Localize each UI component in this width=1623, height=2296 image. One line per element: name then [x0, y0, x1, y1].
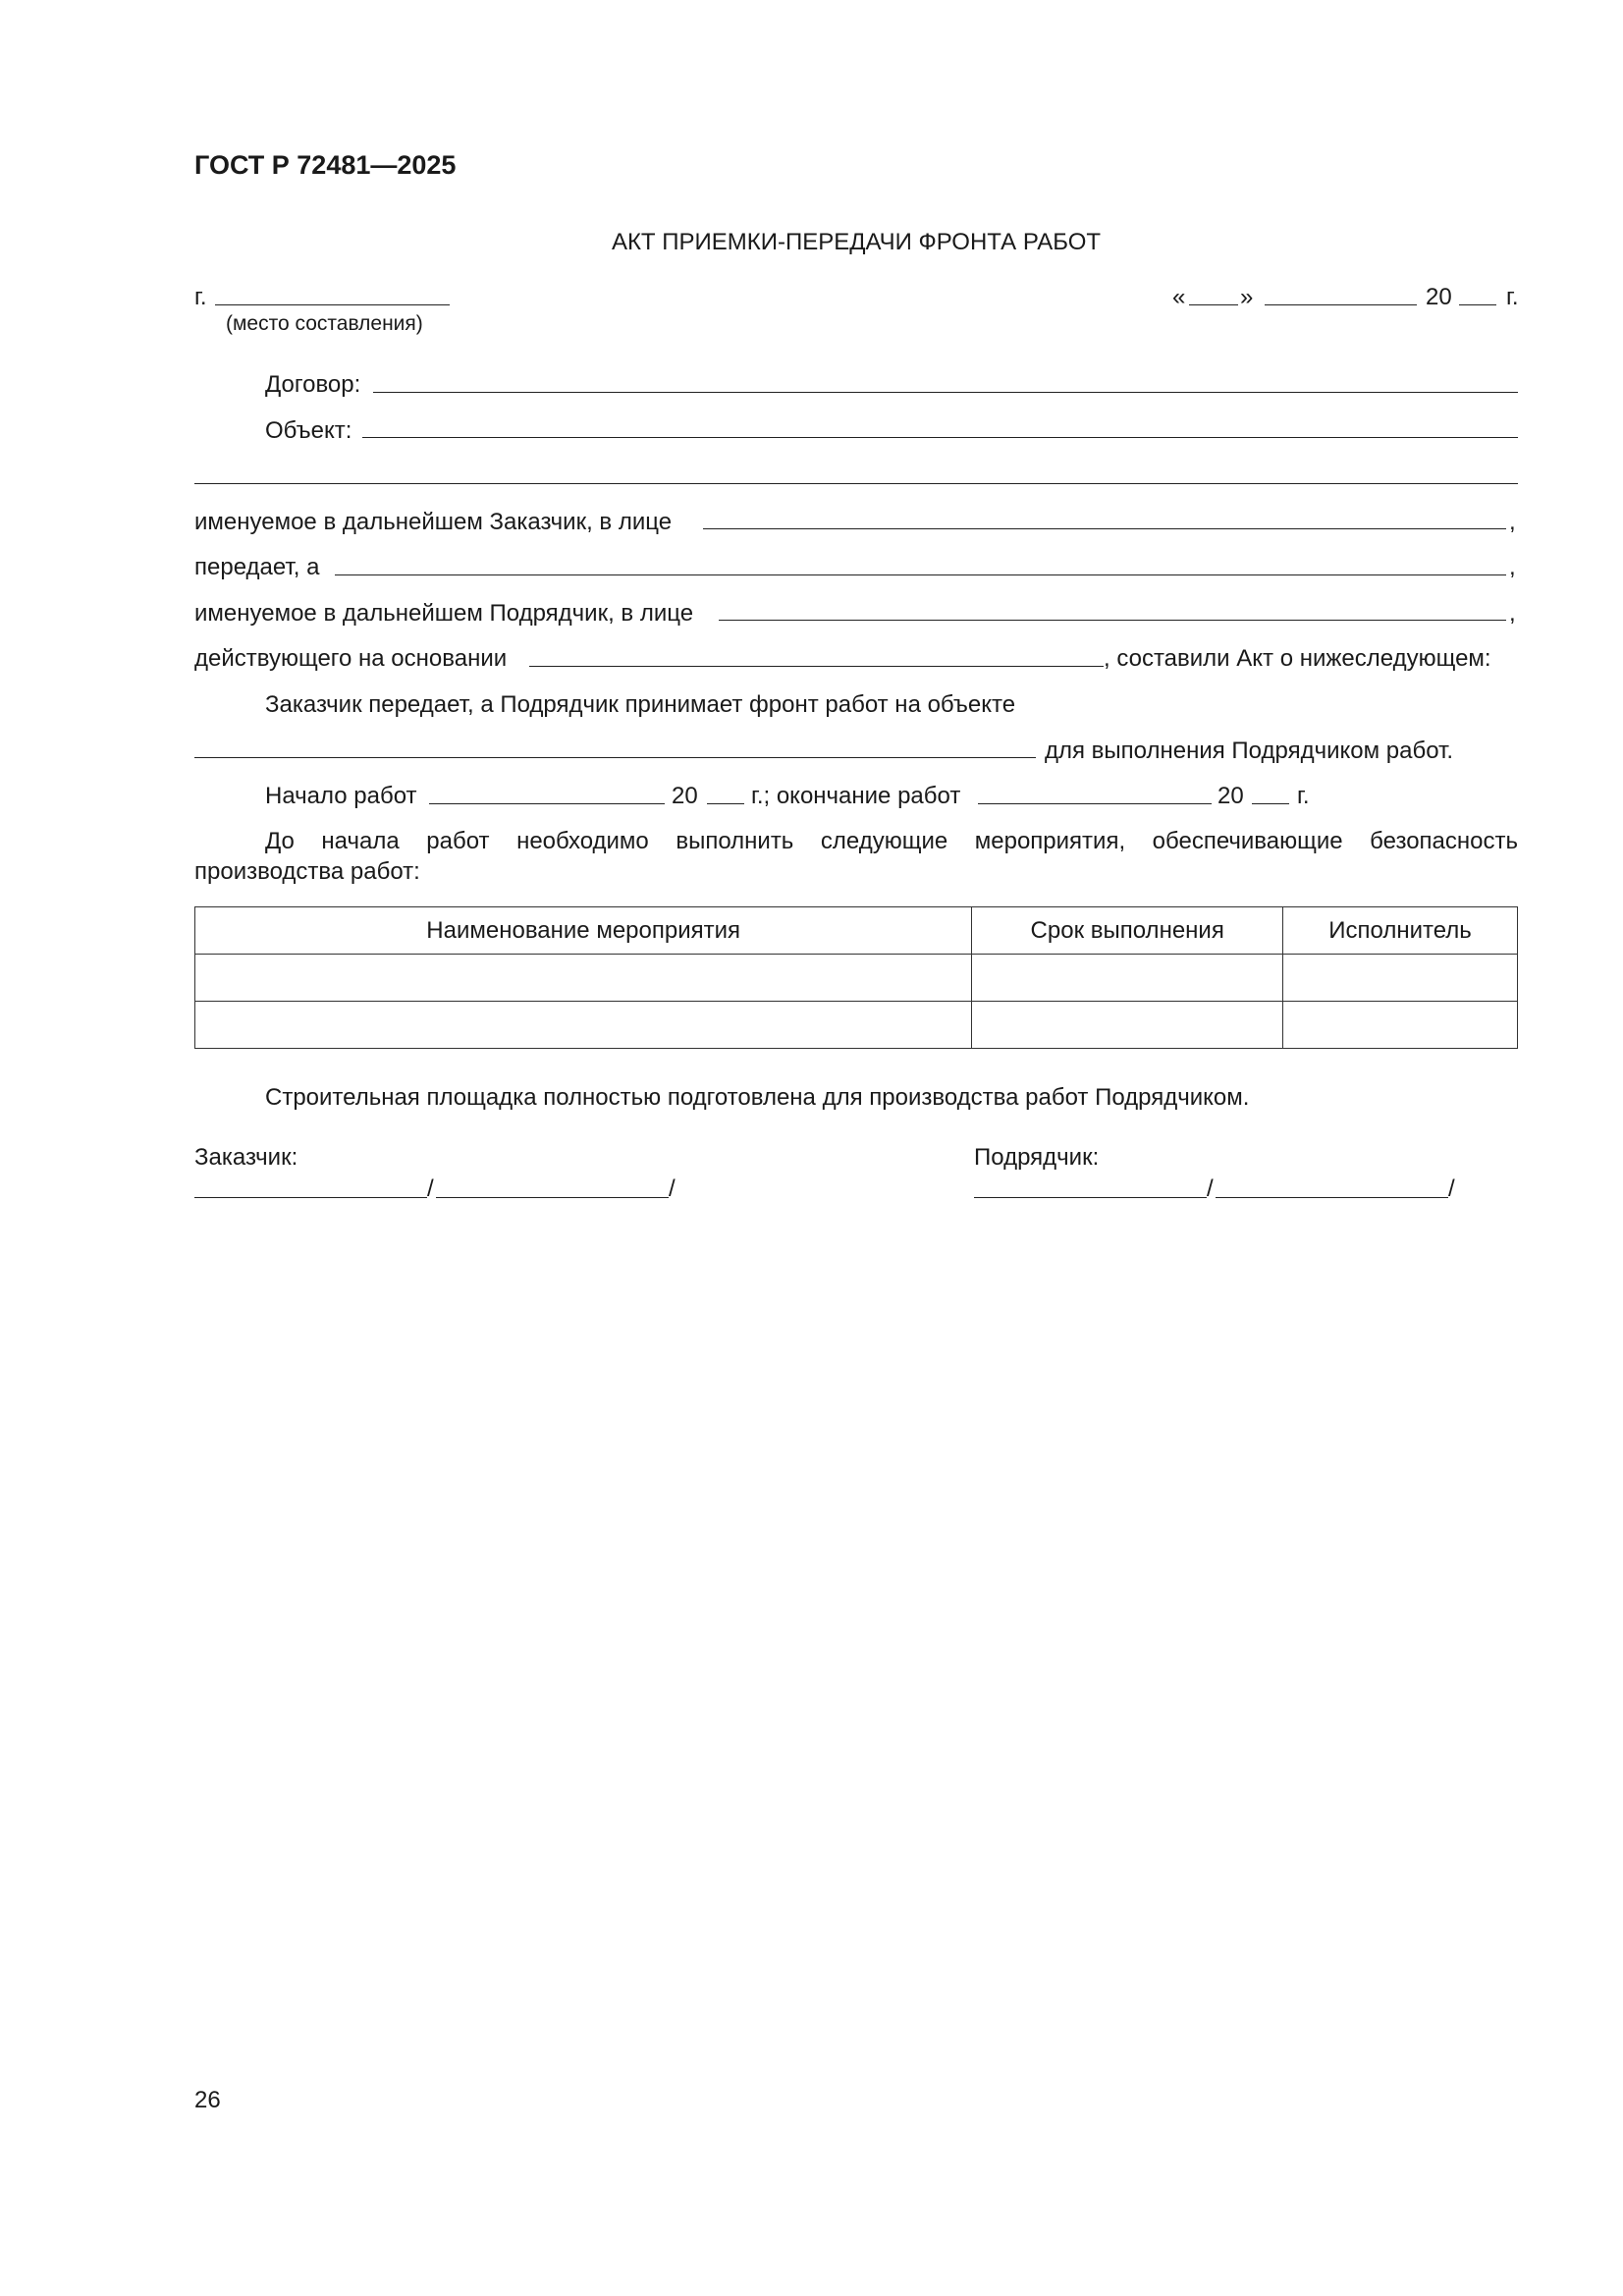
date-suffix: г.: [1506, 284, 1519, 310]
table-header-cell: Исполнитель: [1283, 907, 1518, 955]
table-cell[interactable]: [1283, 1002, 1518, 1049]
sign-slash: /: [669, 1175, 676, 1202]
customer-sign-label: Заказчик:: [194, 1144, 298, 1171]
table-cell[interactable]: [1283, 955, 1518, 1002]
object-site-field[interactable]: [194, 757, 1036, 758]
table-cell[interactable]: [972, 955, 1283, 1002]
date-month-field[interactable]: [1265, 304, 1417, 305]
table-cell[interactable]: [195, 1002, 972, 1049]
table-row: [195, 955, 1518, 1002]
table-header-row: [195, 907, 1518, 955]
site-ready-statement: Строительная площадка полностью подготовлена для производства работ Подрядчиком.: [265, 1084, 1250, 1111]
measures-intro-line1: До начала работ необходимо выполнить следующие мероприятия, обеспечивающие безопасность: [265, 828, 1518, 854]
end-year-field[interactable]: [1252, 803, 1289, 804]
customer-signature-field[interactable]: [194, 1197, 427, 1198]
act-title: АКТ ПРИЕМКИ-ПЕРЕДАЧИ ФРОНТА РАБОТ: [611, 229, 1102, 255]
contractor-name-field[interactable]: [335, 574, 1506, 575]
acting-suffix: , составили Акт о нижеследующем:: [1104, 645, 1491, 672]
object-label: Объект:: [265, 417, 352, 444]
customer-line-label: именуемое в дальнейшем Заказчик, в лице: [194, 509, 673, 535]
acting-label: действующего на основании: [194, 645, 508, 672]
comma: ,: [1509, 554, 1516, 580]
start-year-field[interactable]: [707, 803, 744, 804]
basis-field[interactable]: [529, 666, 1104, 667]
start-label: Начало работ: [265, 783, 417, 809]
table-cell[interactable]: [972, 1002, 1283, 1049]
contract-label: Договор:: [265, 371, 361, 398]
standard-code: ГОСТ Р 72481—2025: [194, 150, 457, 180]
start-century: 20: [672, 783, 698, 809]
table-cell[interactable]: [195, 955, 972, 1002]
start-date-field[interactable]: [429, 803, 665, 804]
sign-slash: /: [1448, 1175, 1455, 1202]
contractor-signature-field[interactable]: [974, 1197, 1207, 1198]
comma: ,: [1509, 509, 1516, 535]
measures-intro-line2: производства работ:: [194, 858, 420, 885]
date-open-quote: «: [1172, 284, 1186, 310]
transfer-sentence: Заказчик передает, а Подрядчик принимает фронт работ на объекте: [265, 691, 1016, 718]
end-date-field[interactable]: [978, 803, 1212, 804]
place-caption: (место составления): [226, 312, 423, 335]
contract-field[interactable]: [373, 392, 1518, 393]
sign-slash: /: [427, 1175, 434, 1202]
comma: ,: [1509, 600, 1516, 627]
contractor-representative-field[interactable]: [719, 620, 1506, 621]
date-century: 20: [1426, 284, 1452, 310]
object-field[interactable]: [362, 437, 1518, 438]
transfer-suffix: для выполнения Подрядчиком работ.: [1045, 738, 1454, 764]
customer-representative-field[interactable]: [703, 528, 1506, 529]
contractor-name-field[interactable]: [1216, 1197, 1448, 1198]
contractor-line-label: именуемое в дальнейшем Подрядчик, в лице: [194, 600, 694, 627]
sign-slash: /: [1207, 1175, 1214, 1202]
customer-name-field[interactable]: [436, 1197, 669, 1198]
transfers-label: передает, а: [194, 554, 320, 580]
place-prefix: г.: [194, 284, 207, 310]
date-year-field[interactable]: [1459, 304, 1496, 305]
end-suffix: г.: [1297, 783, 1310, 809]
measures-table: [194, 906, 1518, 1049]
date-close-quote: »: [1240, 284, 1254, 310]
date-day-field[interactable]: [1189, 304, 1238, 305]
page-number: 26: [194, 2087, 221, 2113]
end-century: 20: [1217, 783, 1244, 809]
table-header-cell: Срок выполнения: [972, 907, 1283, 955]
contractor-sign-label: Подрядчик:: [974, 1144, 1100, 1171]
table-row: [195, 1002, 1518, 1049]
table-header-cell: Наименование мероприятия: [195, 907, 972, 955]
start-suffix: г.; окончание работ: [751, 783, 961, 809]
place-field[interactable]: [215, 304, 450, 305]
object-field-continuation[interactable]: [194, 483, 1518, 484]
